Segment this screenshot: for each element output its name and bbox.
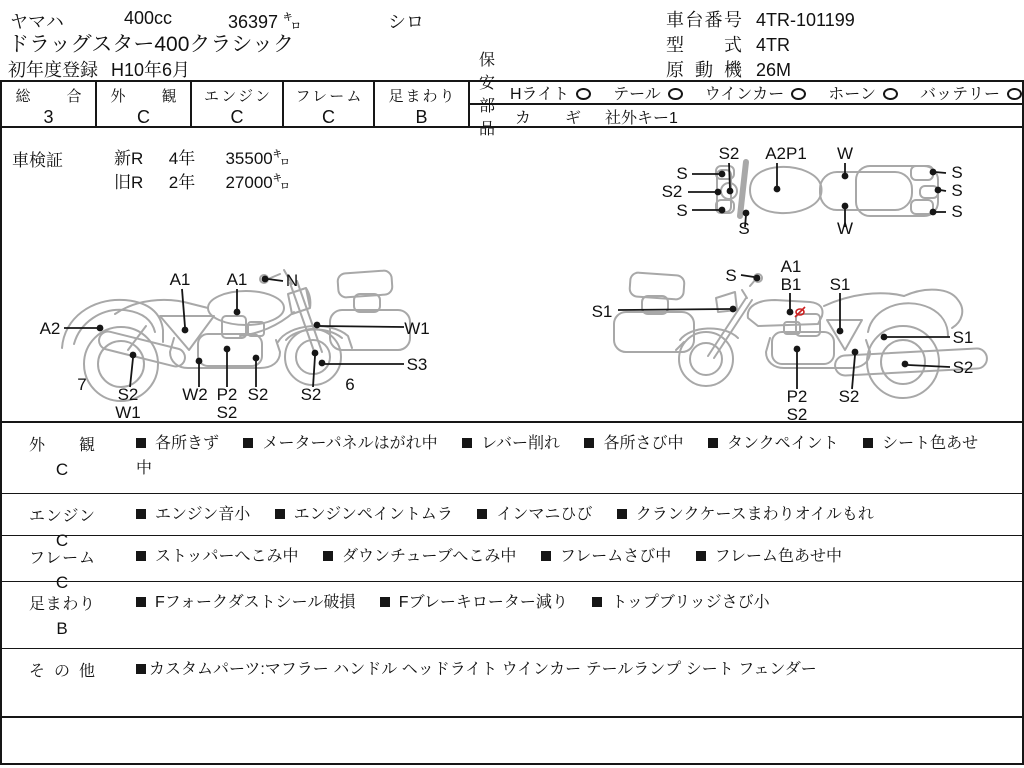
- diagram-label: S2: [786, 405, 808, 421]
- condition-item: [136, 506, 250, 523]
- diagram-label: B1: [780, 275, 802, 294]
- first-registration: [8, 56, 190, 82]
- shaken-km: 35500㌔: [225, 149, 290, 168]
- ok-circle-icon: [791, 88, 806, 100]
- grade-undercarriage: [375, 82, 470, 126]
- remarks-row-label: その他: [29, 663, 95, 680]
- safety-item-horn: [828, 81, 898, 104]
- remarks-row-undercarriage: [2, 581, 1022, 648]
- condition-item-text: ストッパーへこみ中: [155, 548, 299, 565]
- grade-overall-label: 総合: [15, 88, 82, 105]
- shaken-years: 4年: [168, 149, 196, 168]
- diagram-label: S1: [952, 328, 974, 347]
- condition-item-text: フレームさび中: [559, 548, 672, 565]
- remarks-row-header: [2, 649, 132, 716]
- safety-item-tail: [613, 81, 683, 104]
- condition-item-text: シート色あせ中: [136, 435, 979, 477]
- chassis-number: [666, 6, 855, 32]
- condition-item-text: カスタムパーツ:マフラー ハンドル ヘッドライト ウインカー テールランプ シート フェンダー: [149, 661, 817, 678]
- condition-item-text: インマニひび: [496, 506, 593, 523]
- safety-item-battery: [920, 81, 1022, 104]
- bullet-square-icon: [243, 438, 253, 448]
- condition-item: [136, 548, 299, 565]
- remarks-row-header: [2, 423, 132, 493]
- engine-code-label: 原動機: [666, 60, 742, 80]
- diagram-label: S: [738, 219, 750, 238]
- diagram-label: W: [836, 219, 854, 238]
- grade-engine-label: エンジン: [204, 88, 270, 105]
- condition-item-text: エンジン音小: [155, 506, 251, 523]
- grade-engine-value: C: [230, 107, 244, 127]
- bullet-square-icon: [592, 597, 602, 607]
- ok-circle-icon: [1007, 88, 1022, 100]
- grade-exterior-value: C: [137, 107, 150, 127]
- remarks-row-engine: [2, 493, 1022, 550]
- remarks-items: [132, 582, 1022, 648]
- diagram-label: S: [951, 202, 963, 221]
- diagram-label: W1: [115, 403, 141, 421]
- shaken-title: 車検証: [12, 151, 63, 170]
- diagram-label: S: [951, 181, 963, 200]
- ok-circle-icon: [883, 88, 898, 100]
- maker-name: ヤマハ: [10, 12, 64, 32]
- diagram-label: 6: [345, 375, 355, 394]
- first-registration-value: H10年6月: [111, 60, 191, 80]
- first-registration-label: 初年度登録: [8, 60, 98, 80]
- condition-item: [541, 548, 671, 565]
- remarks-row-header: [2, 494, 132, 550]
- key-value: 社外キー1: [605, 110, 678, 127]
- remarks-row-label: フレーム: [29, 550, 95, 567]
- chassis-number-value: 4TR-101199: [756, 10, 855, 30]
- grade-engine: [192, 82, 284, 126]
- grade-overall: [2, 82, 97, 126]
- remarks-items: [132, 494, 1022, 535]
- diagram-label: S2: [718, 144, 740, 163]
- grade-undercarriage-label: 足まわり: [388, 88, 455, 105]
- diagram-label: S3: [406, 355, 428, 374]
- safety-item-label: Hライト: [510, 86, 570, 103]
- mileage: 36397 ㌔: [228, 12, 302, 32]
- grade-frame-value: C: [322, 107, 335, 127]
- key-label: カギ: [515, 110, 581, 127]
- shaken-era: 新R: [114, 149, 144, 168]
- displacement: 400cc: [124, 8, 173, 28]
- safety-item-headlight: [510, 81, 591, 104]
- key-row: [470, 105, 1022, 128]
- condition-item-text: フレーム色あせ中: [714, 548, 843, 565]
- bullet-square-icon: [136, 509, 146, 519]
- bullet-square-icon: [136, 551, 146, 561]
- diagram-label: S: [676, 164, 688, 183]
- diagram-label: S: [676, 201, 688, 220]
- remarks-row-label: 外観: [29, 437, 95, 454]
- safety-item-label: ホーン: [828, 86, 876, 103]
- condition-item: [323, 548, 516, 565]
- condition-item: [243, 435, 437, 452]
- bullet-square-icon: [136, 438, 146, 448]
- red-check-mark: [795, 307, 805, 317]
- remarks-row-grade: C: [55, 573, 69, 592]
- remarks-row-grade: C: [55, 531, 69, 550]
- bullet-square-icon: [863, 438, 873, 448]
- safety-item-label: テール: [613, 86, 661, 103]
- diagram-label: A1: [226, 270, 248, 289]
- diagram-box: [0, 126, 1024, 423]
- condition-item: [696, 548, 842, 565]
- model-code-label: 型式: [666, 35, 742, 55]
- condition-item-text: レバー削れ: [481, 435, 561, 452]
- bullet-square-icon: [323, 551, 333, 561]
- diagram-label: N: [285, 271, 299, 290]
- remarks-row-header: [2, 536, 132, 592]
- diagram-label: A1: [780, 257, 802, 276]
- remarks-table: [0, 421, 1024, 718]
- condition-item-text: トップブリッジさび小: [611, 594, 770, 611]
- model-name: ドラッグスター400クラシック: [8, 33, 294, 56]
- condition-item-text: Fフォークダストシール破損: [155, 594, 356, 611]
- condition-item-text: メーターパネルはがれ中: [262, 435, 438, 452]
- engine-code: [666, 56, 791, 82]
- condition-item: [136, 435, 219, 452]
- chassis-number-label: 車台番号: [666, 10, 742, 30]
- diagram-label: S2: [247, 385, 269, 404]
- top-view-sketch: [716, 162, 938, 216]
- diagram-label: S2: [117, 385, 139, 404]
- top-view-annotations: [662, 144, 963, 238]
- diagram-label: 7: [77, 375, 87, 394]
- remarks-row-label: 足まわり: [29, 596, 95, 613]
- remarks-row-label: エンジン: [29, 508, 95, 525]
- bullet-square-icon: [541, 551, 551, 561]
- remarks-row-grade: C: [55, 460, 69, 479]
- condition-item-text: エンジンペイントムラ: [293, 506, 453, 523]
- diagram-label: S2: [300, 385, 322, 404]
- grade-frame-label: フレーム: [295, 88, 362, 105]
- remarks-row-grade: B: [56, 619, 68, 638]
- bullet-square-icon: [462, 438, 472, 448]
- shaken-years: 2年: [168, 173, 196, 192]
- empty-bottom-box: [0, 716, 1024, 765]
- remarks-row-header: [2, 582, 132, 648]
- left-view-sketch: [62, 270, 410, 401]
- condition-item-text: 各所きず: [155, 435, 220, 452]
- diagram-label: P2: [786, 387, 808, 406]
- remarks-items: [132, 649, 1022, 716]
- safety-item-label: バッテリー: [919, 86, 1000, 103]
- condition-item-text: クランクケースまわりオイルもれ: [635, 506, 874, 523]
- damage-diagram-svg: [2, 128, 1022, 421]
- bullet-square-icon: [696, 551, 706, 561]
- condition-item-text: 各所さび中: [603, 435, 684, 452]
- grade-undercarriage-value: B: [415, 107, 428, 127]
- diagram-label: S: [951, 163, 963, 182]
- diagram-label: A2P1: [765, 144, 807, 163]
- remarks-row-frame: [2, 535, 1022, 592]
- bullet-square-icon: [708, 438, 718, 448]
- bullet-square-icon: [617, 509, 627, 519]
- diagram-label: A2: [39, 319, 61, 338]
- condition-item-text: ダウンチューブへこみ中: [341, 548, 517, 565]
- diagram-label: S2: [661, 182, 683, 201]
- bullet-square-icon: [136, 664, 146, 674]
- safety-item-winker: [705, 81, 807, 104]
- diagram-label: S: [725, 266, 737, 285]
- safety-item-label: ウインカー: [704, 86, 785, 103]
- grade-exterior-label: 外観: [110, 88, 177, 105]
- diagram-label: S1: [591, 302, 613, 321]
- bullet-square-icon: [584, 438, 594, 448]
- condition-item: [462, 435, 560, 452]
- bullet-square-icon: [136, 597, 146, 607]
- diagram-label: W1: [404, 319, 430, 338]
- bullet-square-icon: [275, 509, 285, 519]
- condition-item: [136, 661, 817, 678]
- body-color: シロ: [388, 12, 424, 32]
- condition-item: [136, 594, 355, 611]
- bullet-square-icon: [477, 509, 487, 519]
- condition-item: [617, 506, 874, 523]
- condition-item: [584, 435, 683, 452]
- diagram-label: S2: [838, 387, 860, 406]
- diagram-label: A1: [169, 270, 191, 289]
- grade-frame: [284, 82, 375, 126]
- diagram-label: S2: [952, 358, 974, 377]
- condition-item: [592, 594, 769, 611]
- ok-circle-icon: [576, 88, 591, 100]
- shaken-km: 27000㌔: [225, 173, 290, 192]
- model-code: [666, 31, 790, 57]
- diagram-label: P2: [216, 385, 238, 404]
- ok-circle-icon: [668, 88, 683, 100]
- model-code-value: 4TR: [756, 35, 791, 55]
- condition-item: [275, 506, 453, 523]
- diagram-label: S2: [216, 403, 238, 421]
- remarks-items: [132, 536, 1022, 581]
- grade-exterior: [97, 82, 192, 126]
- condition-item: [708, 435, 839, 452]
- engine-code-value: 26M: [756, 60, 792, 80]
- safety-parts-title: 保安部品: [479, 51, 496, 138]
- remarks-row-other: [2, 648, 1022, 716]
- remarks-row-exterior: [2, 423, 1022, 493]
- diagram-label: W: [836, 144, 854, 163]
- grade-overall-value: 3: [43, 107, 54, 127]
- shaken-era: 旧R: [114, 173, 144, 192]
- remarks-items: [132, 423, 1022, 493]
- diagram-label: W2: [182, 385, 208, 404]
- bullet-square-icon: [380, 597, 390, 607]
- condition-item: [477, 506, 592, 523]
- condition-item: [380, 594, 568, 611]
- diagram-label: S1: [829, 275, 851, 294]
- condition-item-text: タンクペイント: [726, 435, 839, 452]
- condition-item-text: Fブレーキローター減り: [398, 594, 568, 611]
